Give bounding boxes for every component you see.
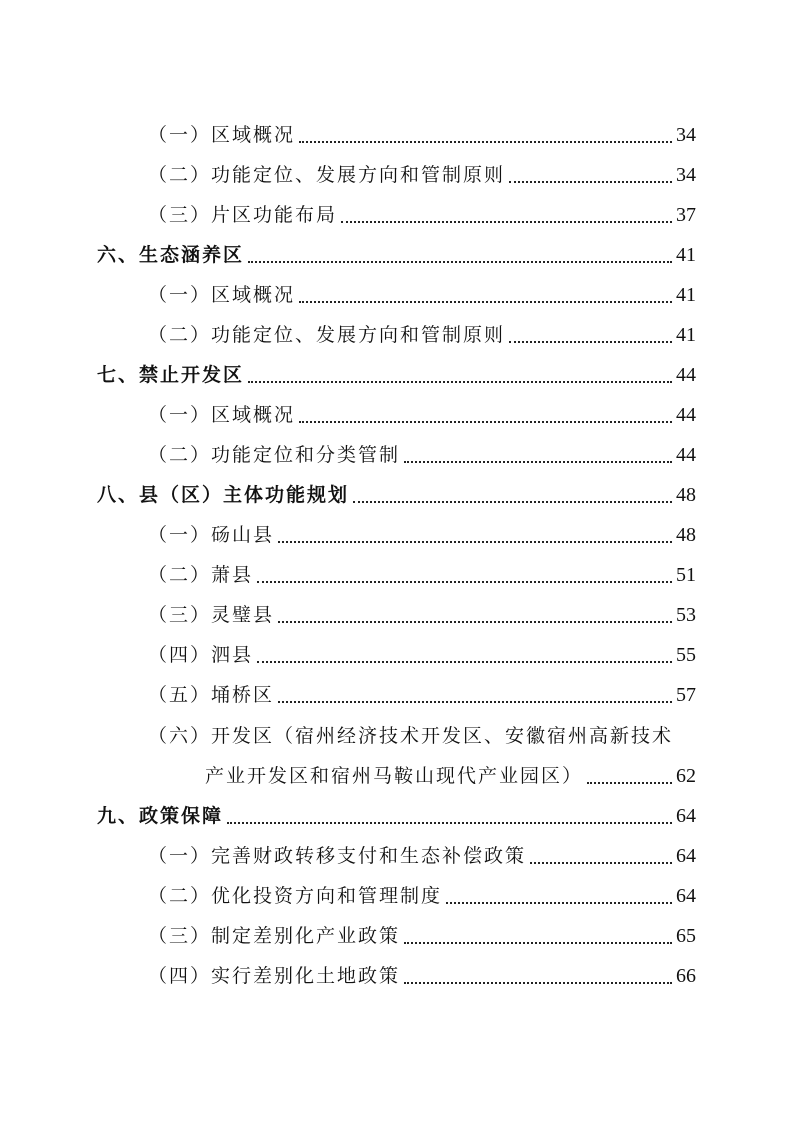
dot-leader (404, 460, 672, 463)
toc-entry[interactable] (148, 521, 696, 549)
toc-entry[interactable] (148, 281, 696, 309)
toc-chapter[interactable] (97, 802, 696, 830)
toc-entry[interactable] (148, 722, 696, 750)
toc-entry[interactable] (148, 882, 696, 910)
toc-entry[interactable] (148, 161, 696, 189)
toc-entry[interactable] (148, 561, 696, 589)
dot-leader (341, 220, 672, 223)
dot-leader (278, 700, 672, 703)
toc-chapter-label: 九、政策保障 (97, 805, 224, 827)
dot-leader (278, 540, 672, 543)
toc-entry-label: （三）灵璧县 (148, 604, 275, 626)
toc-page-number: 48 (676, 524, 696, 546)
toc-page-number: 44 (676, 444, 696, 466)
toc-entry[interactable] (148, 922, 696, 950)
dot-leader (248, 380, 672, 383)
toc-page-number: 41 (676, 244, 696, 266)
toc-entry[interactable] (148, 641, 696, 669)
toc-chapter[interactable] (97, 241, 696, 269)
toc-entry-label: （一）区域概况 (148, 124, 296, 146)
toc-page-number: 53 (676, 604, 696, 626)
toc-entry-label: （一）区域概况 (148, 284, 296, 306)
toc-entry-label: （二）功能定位、发展方向和管制原则 (148, 164, 506, 186)
toc-page-number: 57 (676, 684, 696, 706)
dot-leader (404, 941, 672, 944)
toc-page-number: 41 (676, 284, 696, 306)
toc-page-number: 44 (676, 404, 696, 426)
toc-entry-label: （一）砀山县 (148, 524, 275, 546)
dot-leader (446, 901, 672, 904)
toc-entry-label: （二）功能定位和分类管制 (148, 444, 401, 466)
toc-chapter[interactable] (97, 481, 696, 509)
dot-leader (509, 180, 672, 183)
dot-leader (299, 300, 672, 303)
toc-page-number: 48 (676, 484, 696, 506)
dot-leader (248, 260, 672, 263)
toc-entry[interactable] (148, 441, 696, 469)
toc-entry-label: （一）完善财政转移支付和生态补偿政策 (148, 845, 527, 867)
toc-page-number: 55 (676, 644, 696, 666)
toc-chapter-label: 六、生态涵养区 (97, 244, 245, 266)
toc-chapter-label: 七、禁止开发区 (97, 364, 245, 386)
toc-entry-label: （二）优化投资方向和管理制度 (148, 885, 443, 907)
toc-page-number: 64 (676, 805, 696, 827)
toc-chapter-label: 八、县（区）主体功能规划 (97, 484, 350, 506)
toc-page-number: 66 (676, 965, 696, 987)
toc-entry[interactable] (148, 321, 696, 349)
toc-page-number: 64 (676, 885, 696, 907)
toc-entry-label-continuation: 产业开发区和宿州马鞍山现代产业园区） (205, 765, 584, 787)
toc-entry-continuation[interactable] (205, 762, 696, 790)
toc-entry-label: （六）开发区（宿州经济技术开发区、安徽宿州高新技术 (148, 725, 674, 747)
toc-page-number: 34 (676, 164, 696, 186)
toc-entry-label: （五）埇桥区 (148, 684, 275, 706)
toc-entry[interactable] (148, 842, 696, 870)
dot-leader (404, 981, 672, 984)
toc-page-number: 62 (676, 765, 696, 787)
dot-leader (227, 821, 672, 824)
toc-page-number: 34 (676, 124, 696, 146)
toc-entry[interactable] (148, 681, 696, 709)
dot-leader (299, 420, 672, 423)
toc-entry-label: （三）片区功能布局 (148, 204, 338, 226)
toc-entry-label: （二）萧县 (148, 564, 254, 586)
dot-leader (509, 340, 672, 343)
dot-leader (353, 500, 672, 503)
dot-leader (257, 660, 672, 663)
toc-entry-label: （二）功能定位、发展方向和管制原则 (148, 324, 506, 346)
dot-leader (278, 620, 672, 623)
toc-page-number: 41 (676, 324, 696, 346)
toc-entry[interactable] (148, 962, 696, 990)
toc-entry-label: （一）区域概况 (148, 404, 296, 426)
toc-page-number: 37 (676, 204, 696, 226)
toc-page-number: 44 (676, 364, 696, 386)
toc-chapter[interactable] (97, 361, 696, 389)
toc-entry-label: （四）实行差别化土地政策 (148, 965, 401, 987)
toc-page-number: 65 (676, 925, 696, 947)
toc-entry[interactable] (148, 601, 696, 629)
toc-entry-label: （三）制定差别化产业政策 (148, 925, 401, 947)
dot-leader (587, 781, 672, 784)
toc-entry[interactable] (148, 201, 696, 229)
toc-entry[interactable] (148, 121, 696, 149)
toc-entry-label: （四）泗县 (148, 644, 254, 666)
toc-entry[interactable] (148, 401, 696, 429)
dot-leader (257, 580, 672, 583)
dot-leader (299, 140, 672, 143)
toc-page-number: 64 (676, 845, 696, 867)
toc-page-number: 51 (676, 564, 696, 586)
dot-leader (530, 861, 672, 864)
